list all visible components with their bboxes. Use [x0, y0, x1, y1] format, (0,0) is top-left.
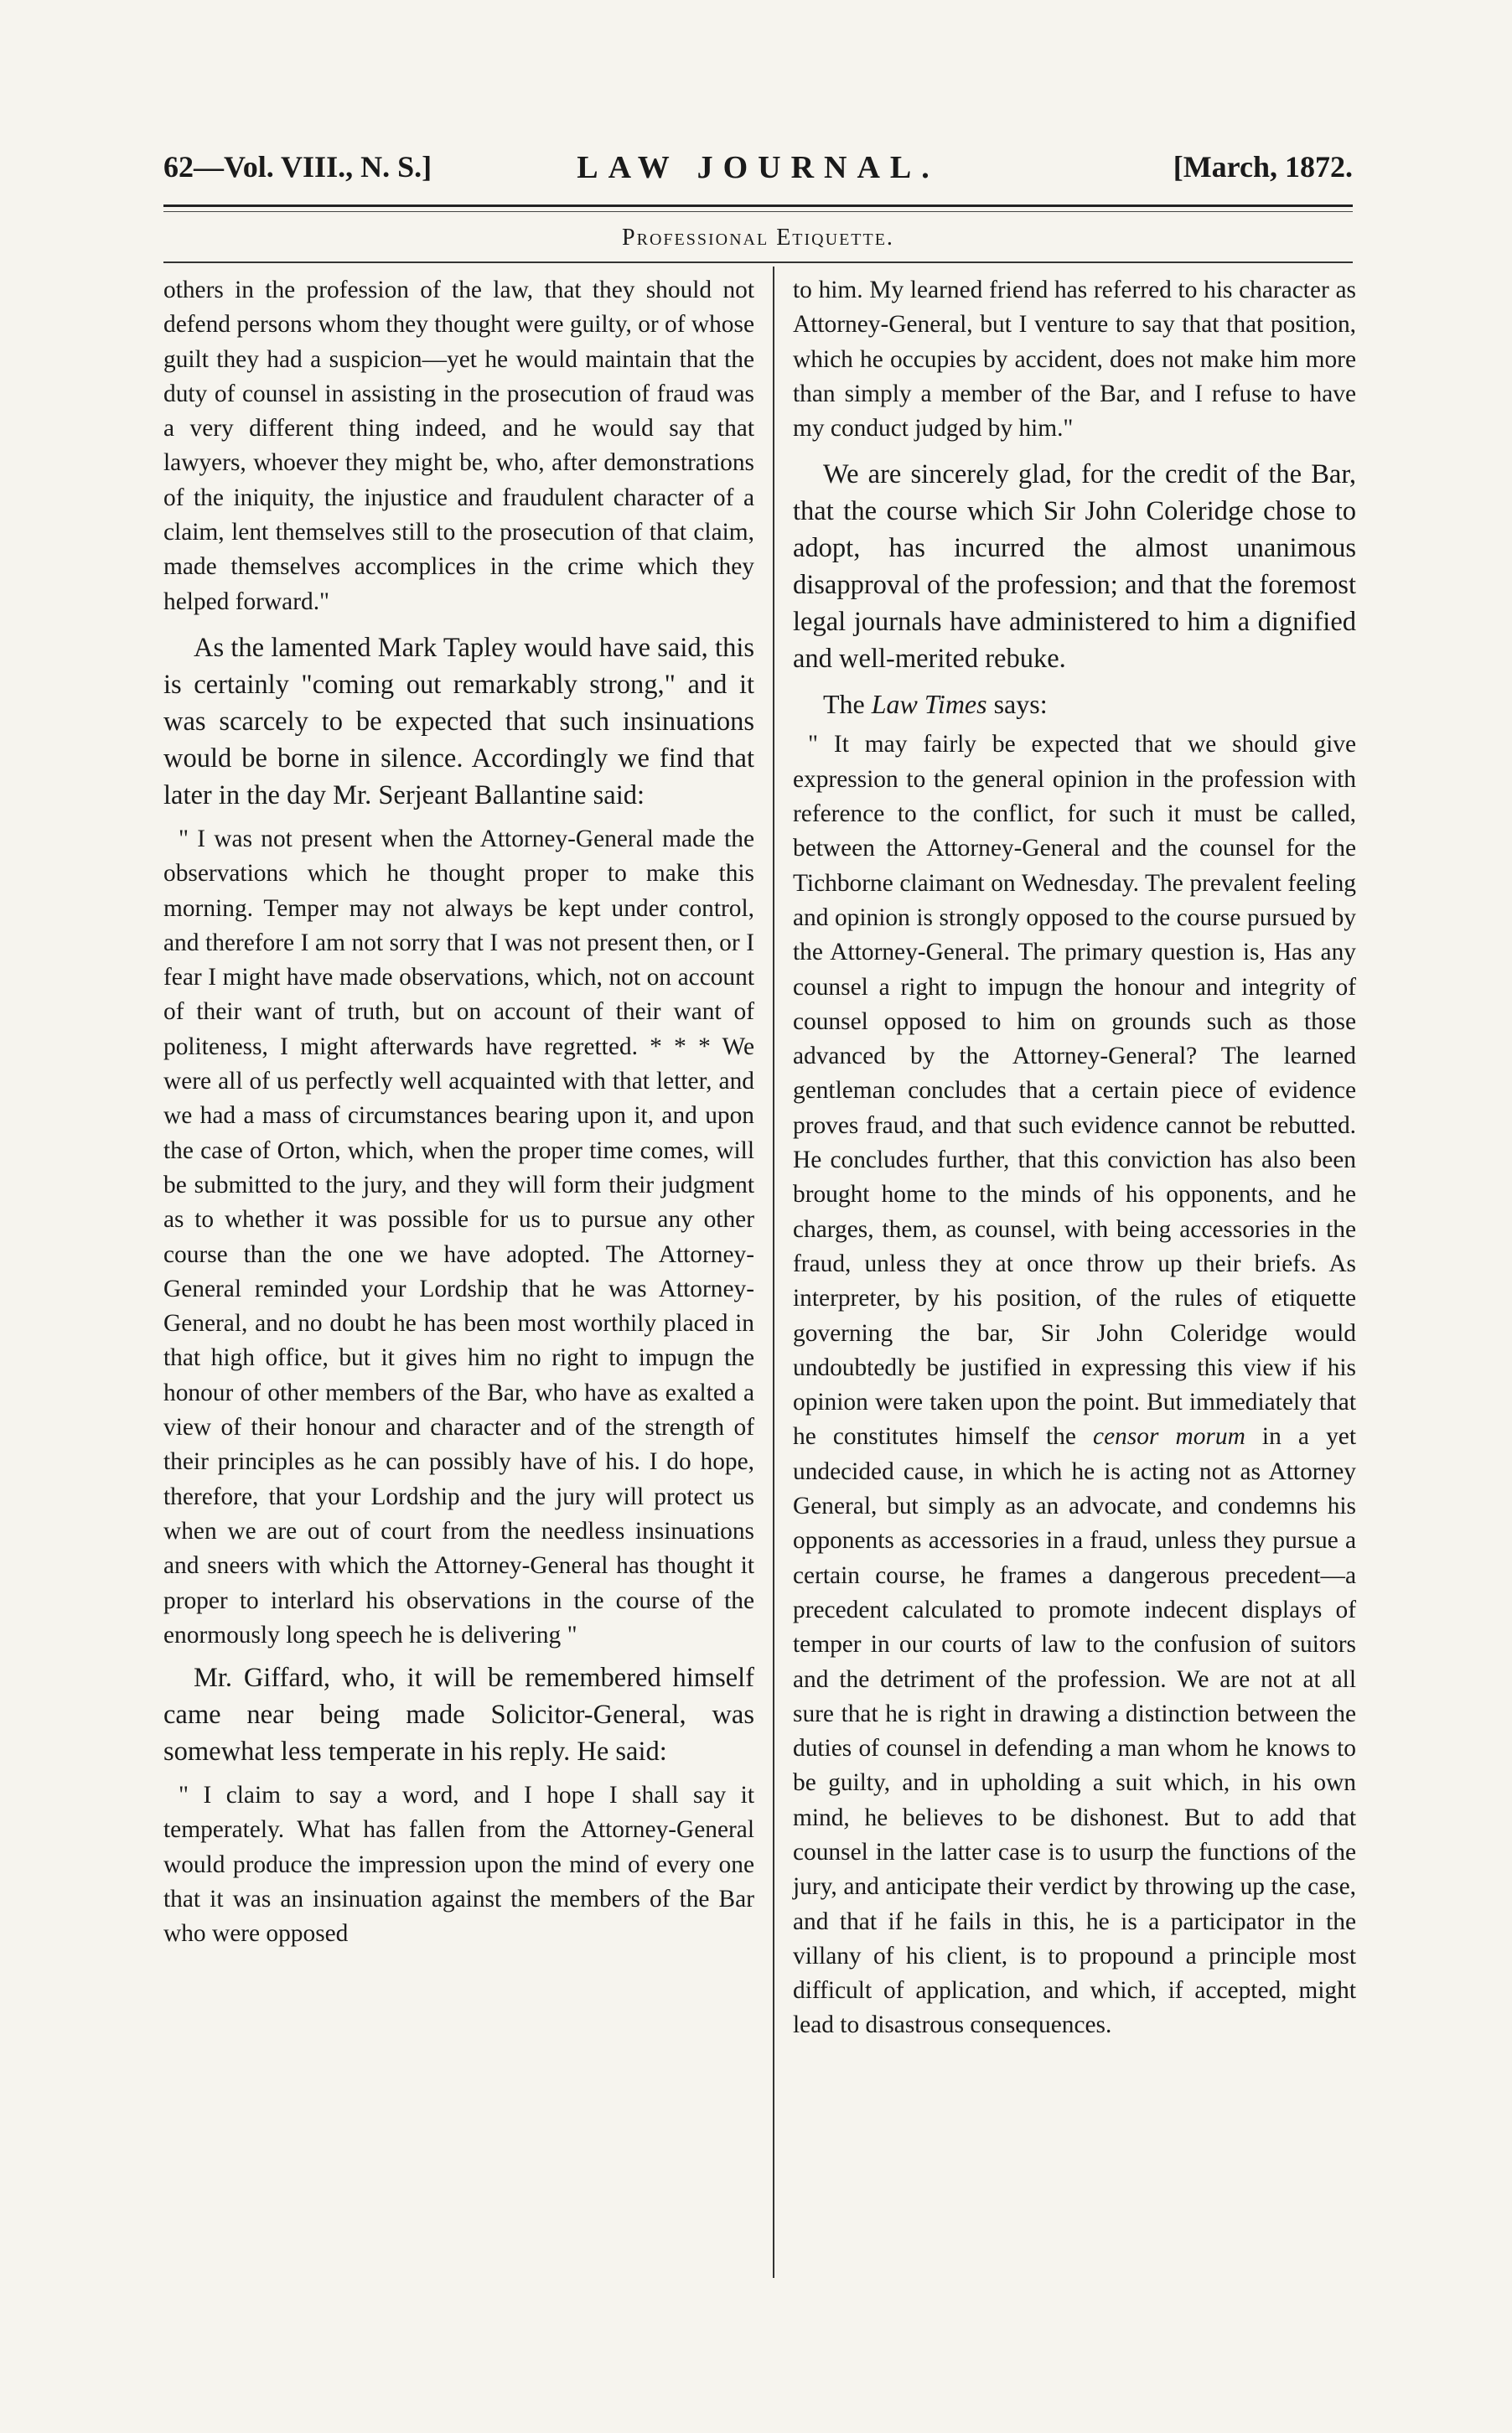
section-rule: [163, 261, 1353, 263]
header-rule-thick: [163, 204, 1353, 207]
law-times-quote-part-a: " It may fairly be expected that we should give expression to the general opinion in the profession with reference to the conflict, for such it must be called, between the Attorney-General and the counsel for the Tichborne claimant on Wednesday. The prevalent feeling and opinion is strongly opposed to the course pursued by the Attorney-General. The primary question is, Has any counsel a right to impugn the honour and integrity of counsel opposed to him on grounds such as those advanced by the Attorney-General? The learned gentleman concludes that a certain piece of evidence proves fraud, and that such evidence cannot be rebutted. He concludes further, that this conviction has also been brought home to the minds of his opponents, and he charges, them, as counsel, with being accessories in the fraud, unless they at once throw up their briefs. As interpreter, by his position, of the rules of etiquette governing the bar, Sir John Coleridge would undoubtedly be justified in expressing this view if his opinion were taken upon the point. But immediately that he constitutes himself the: [793, 731, 1356, 1451]
column-divider: [773, 267, 774, 2278]
giffard-quote: " I claim to say a word, and I hope I shall say it temperately. What has fallen from the Attorney-General would produce the impression upon the mind of every one that it was an insinuation against the members of the Bar who were opposed: [163, 1782, 754, 1948]
left-column: [163, 273, 754, 1959]
law-times-title: Law Times: [871, 689, 987, 720]
law-times-quote-part-b: in a yet undecided cause, in which he is acting not as Attorney General, but simply as an advocate, and condemns his opponents as accessories in a fraud, unless they pursue a certain course, he frames a dangerous precedent—a precedent calculated to promote indecent displays of temper in our courts of law to the confusion of suitors and the detriment of the profession. We are not at all sure that he is right in drawing a distinction between the duties of counsel in defending a man whom he knows to be guilty, and in upholding a suit which, in his own mind, he believes to be dishonest. But to add that counsel in the latter case is to usurp the functions of the jury, and anticipate their verdict by throwing up the case, and that if he fails in this, he is a participator in the villany of his client, is to propound a principle most difficult of application, and which, if accepted, might lead to disastrous consequences.: [793, 1423, 1356, 2039]
left-paragraph-2: As the lamented Mark Tapley would have said, this is certainly "coming out remarkably strong," and it was scarcely to be expected that such insinuations would be borne in silence. Accordingly we find that later in the day Mr. Serjeant Ballantine said:: [163, 632, 754, 810]
censor-morum-term: censor morum: [1093, 1423, 1245, 1451]
journal-title: LAW JOURNAL.: [577, 150, 940, 185]
law-times-intro-suffix: says:: [986, 689, 1048, 720]
right-paragraph-2: We are sincerely glad, for the credit of the Bar, that the course which Sir John Coleridge chose to adopt, has incurred the almost unanimous disapproval of the profession; and that the foremost legal journals have administered to him a dignified and well-merited rebuke.: [793, 459, 1356, 675]
ballantine-quote: " I was not present when the Attorney-General made the observations which he thought proper to make this morning. Temper may not always be kept under control, and therefore I am not sorry that I was not present then, or I fear I might have made observations, which, not on account of their want of truth, but on account of their want of politeness, I might afterwards have regretted. * * * We were all of us perfectly well acquainted with that letter, and we had a mass of circumstances bearing upon it, and upon the case of Orton, which, when the proper time comes, will be submitted to the jury, and they will form their judgment as to whether it was possible for us to pursue any other course than the one we have adopted. The Attorney-General reminded your Lordship that he was Attorney-General, and no doubt he has been most worthily placed in that high office, but it gives him no right to impugn the honour of other members of the Bar, who have as exalted a view of their honour and character and of the strength of their principles as he can possibly have of his. I do hope, therefore, that your Lordship and the jury will protect us when we are out of court from the needless insinuations and sneers with which the Attorney-General has thought it proper to interlard his observations in the course of the enormously long speech he is delivering ": [163, 825, 754, 1649]
section-title: Professional Etiquette.: [622, 225, 894, 251]
left-paragraph-1: others in the profession of the law, that they should not defend persons whom they thought were guilty, or of whose guilt they had a suspicion—yet he would maintain that the duty of counsel in assisting in the prosecution of fraud was a very different thing indeed, and he would say that lawyers, whoever they might be, who, after demonstrations of the iniquity, the injustice and fraudulent character of a claim, lent themselves still to the prosecution of that claim, made themselves accomplices in the crime which they helped forward.": [163, 277, 754, 615]
issue-date: [March, 1872.: [1173, 150, 1353, 184]
law-times-intro-prefix: The: [823, 689, 872, 720]
right-column: [793, 273, 1356, 2050]
law-times-quote: [793, 727, 1356, 2042]
page-volume-label: 62—Vol. VIII., N. S.]: [163, 150, 432, 184]
left-paragraph-4: Mr. Giffard, who, it will be remembered himself came near being made Solicitor-General, was somewhat less temperate in his reply. He said:: [163, 1663, 754, 1768]
law-times-intro: [793, 686, 1356, 722]
header-rule-thin: [163, 211, 1353, 212]
running-head: [163, 149, 1353, 199]
right-paragraph-1: to him. My learned friend has referred to his character as Attorney-General, but I venture to say that that position, which he occupies by accident, does not make him more than simply a member of the Bar, and I refuse to have my conduct judged by him.": [793, 277, 1356, 443]
